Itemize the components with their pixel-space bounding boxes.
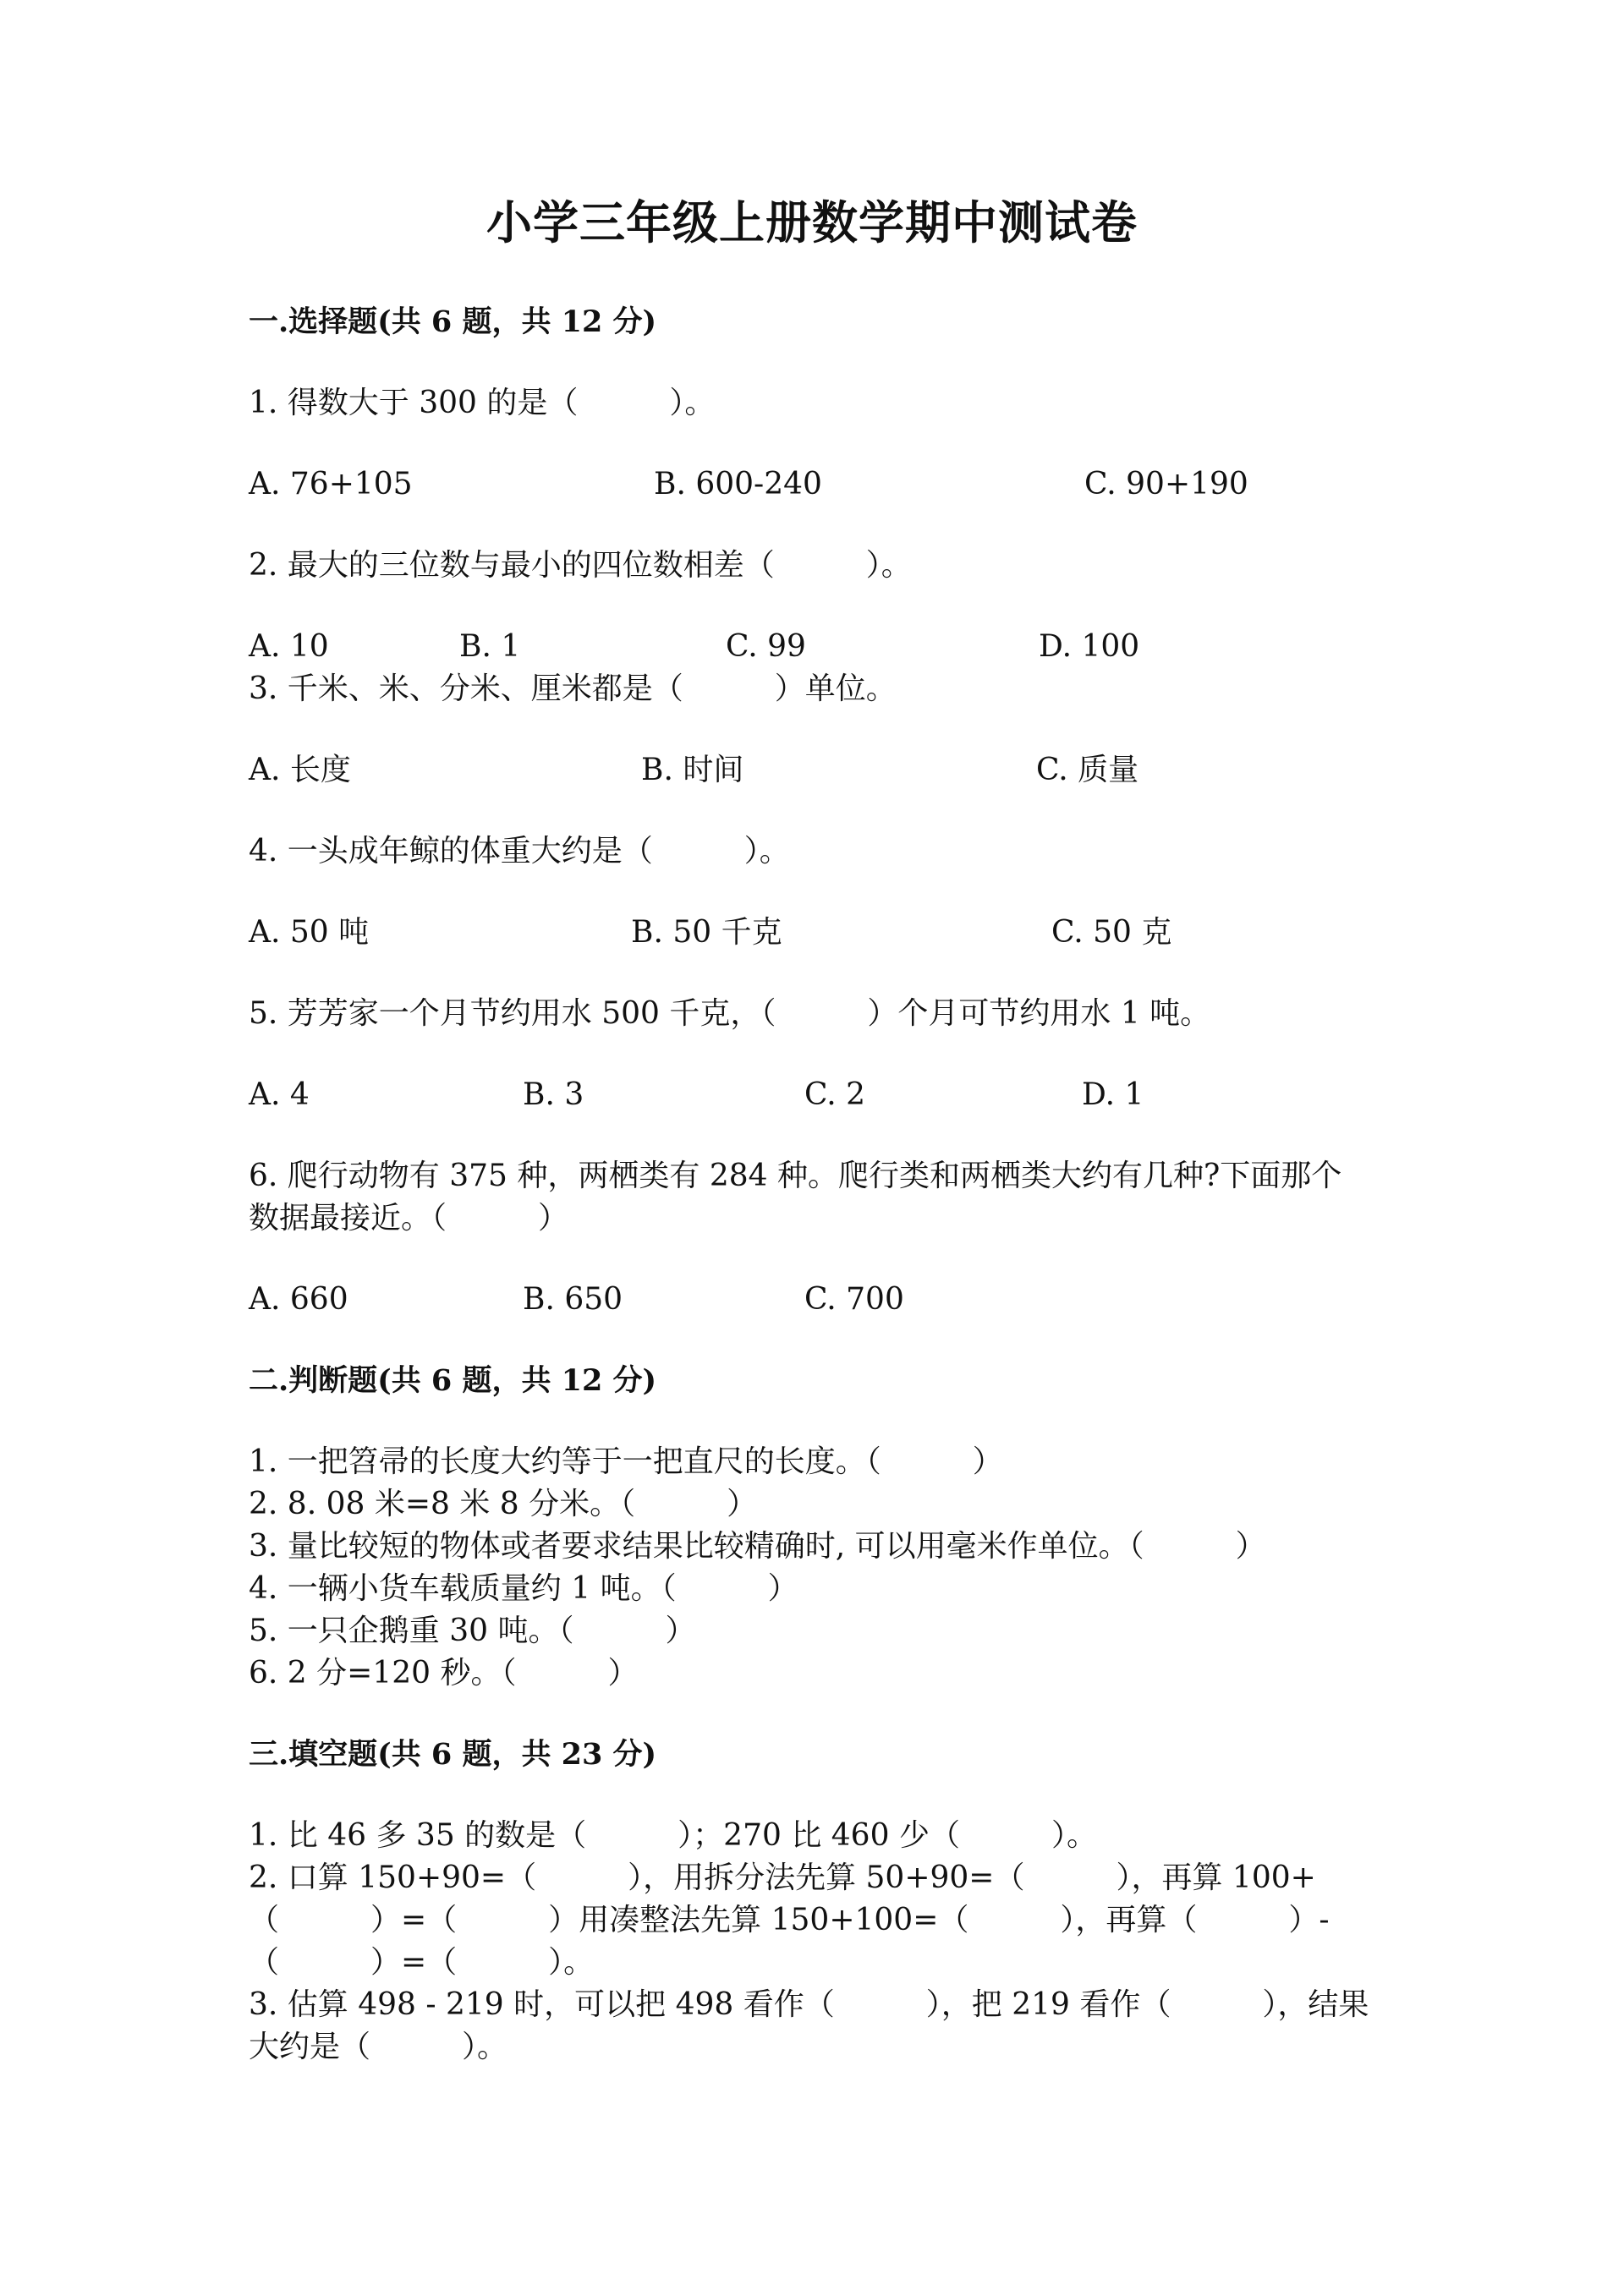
option-c: C. 700 (804, 1282, 904, 1317)
fill-blank-line: （ ）=（ ）。 (249, 1945, 595, 1980)
question-stem: 1. 得数大于 300 的是（ ）。 (249, 386, 716, 420)
question-stem: 3. 千米、米、分米、厘米都是（ ）单位。 (249, 671, 897, 706)
option-a: A. 76+105 (249, 467, 413, 501)
fill-blank-line: 1. 比 46 多 35 的数是（ ）；270 比 460 少（ ）。 (249, 1818, 1097, 1853)
judgement-item: 4. 一辆小货车载质量约 1 吨。（ ） (249, 1571, 798, 1606)
option-b: B. 1 (459, 629, 521, 664)
question-stem: 6. 爬行动物有 375 种，两栖类有 284 种。爬行类和两栖类大约有几种?下面那个 (249, 1159, 1342, 1193)
fill-blank-line: 2. 口算 150+90=（ ），用拆分法先算 50+90=（ ），再算 100+ (249, 1860, 1316, 1895)
option-d: D. 1 (1082, 1077, 1144, 1112)
option-a: A. 10 (249, 629, 329, 664)
section-heading-judgement: 二.判断题(共 6 题，共 12 分) (249, 1363, 657, 1398)
question-stem: 5. 芳芳家一个月节约用水 500 千克，（ ）个月可节约用水 1 吨。 (249, 996, 1211, 1031)
judgement-item: 3. 量比较短的物体或者要求结果比较精确时, 可以用毫米作单位。（ ） (249, 1529, 1266, 1564)
option-c: C. 90+190 (1084, 467, 1248, 501)
option-a: A. 4 (249, 1077, 310, 1112)
option-b: B. 600-240 (654, 467, 822, 501)
section-heading-choice: 一.选择题(共 6 题，共 12 分) (249, 304, 657, 339)
fill-blank-line: 3. 估算 498 - 219 时，可以把 498 看作（ ），把 219 看作（ ），结果 (249, 1987, 1369, 2022)
option-d: D. 100 (1039, 629, 1140, 664)
option-a: A. 50 吨 (249, 915, 370, 950)
judgement-item: 2. 8. 08 米=8 米 8 分米。（ ） (249, 1487, 758, 1521)
option-a: A. 660 (249, 1282, 348, 1317)
question-stem-continued: 数据最接近。（ ） (249, 1201, 569, 1236)
section-heading-fill-blank: 三.填空题(共 6 题，共 23 分) (249, 1737, 657, 1772)
option-c: C. 2 (804, 1077, 866, 1112)
fill-blank-line: 大约是（ ）。 (249, 2030, 508, 2064)
question-stem: 4. 一头成年鲸的体重大约是（ ）。 (249, 834, 790, 869)
question-stem: 2. 最大的三位数与最小的四位数相差（ ）。 (249, 548, 912, 583)
fill-blank-line: （ ）=（ ）用凑整法先算 150+100=（ ），再算（ ）- (249, 1903, 1330, 1937)
option-c: C. 99 (726, 629, 806, 664)
option-b: B. 时间 (641, 753, 744, 787)
option-c: C. 质量 (1036, 753, 1139, 787)
judgement-item: 5. 一只企鹅重 30 吨。（ ） (249, 1614, 696, 1648)
option-a: A. 长度 (249, 753, 351, 787)
option-b: B. 3 (523, 1077, 584, 1112)
option-c: C. 50 克 (1051, 915, 1172, 950)
option-b: B. 50 千克 (631, 915, 782, 950)
page-title: 小学三年级上册数学期中测试卷 (486, 195, 1138, 249)
judgement-item: 1. 一把笤帚的长度大约等于一把直尺的长度。（ ） (249, 1444, 1003, 1479)
judgement-item: 6. 2 分=120 秒。（ ） (249, 1656, 639, 1690)
option-b: B. 650 (523, 1282, 623, 1317)
